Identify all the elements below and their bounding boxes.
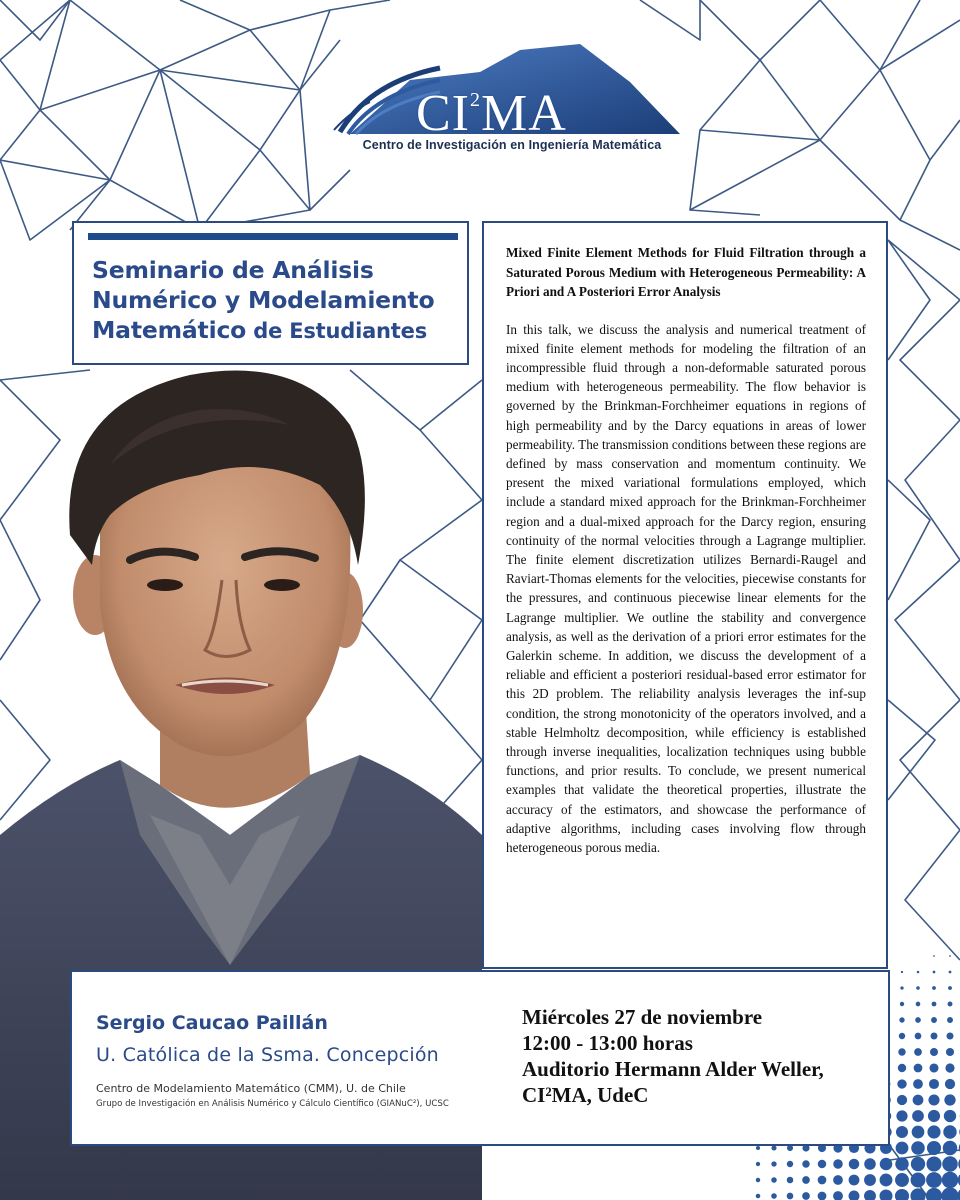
seminar-accent-bar: [88, 233, 458, 240]
seminar-title-line3a: Matemático: [92, 316, 247, 344]
halftone-dot: [771, 1161, 776, 1166]
halftone-dot: [929, 1079, 939, 1089]
ci2ma-logo: [330, 42, 690, 162]
halftone-dot: [927, 1125, 940, 1138]
speaker-affiliation: U. Católica de la Ssma. Concepción: [96, 1044, 439, 1066]
halftone-dot: [944, 1110, 956, 1122]
halftone-dot: [880, 1174, 893, 1187]
speaker-affiliation-group: Grupo de Investigación en Análisis Numérico y Cálculo Científico (GIANuC²), UCSC: [96, 1099, 449, 1109]
halftone-dot: [818, 1176, 827, 1185]
halftone-dot: [849, 1175, 860, 1186]
halftone-dot: [802, 1192, 810, 1200]
speaker-name: Sergio Caucao Paillán: [96, 1012, 328, 1034]
halftone-dot: [926, 1188, 942, 1200]
speaker-affiliation-secondary: Centro de Modelamiento Matemático (CMM), U. de Chile: [96, 1082, 406, 1095]
halftone-dot: [928, 1110, 940, 1122]
halftone-dot: [929, 1063, 938, 1072]
halftone-dot: [946, 1032, 953, 1039]
halftone-dot: [926, 1156, 941, 1171]
halftone-dot: [931, 1033, 938, 1040]
halftone-dot: [756, 1194, 761, 1199]
halftone-dot: [910, 1188, 925, 1200]
halftone-dot: [927, 1141, 941, 1155]
halftone-dot: [771, 1177, 777, 1183]
halftone-dot: [899, 1017, 904, 1022]
halftone-dot: [914, 1048, 922, 1056]
halftone-dot: [911, 1157, 925, 1171]
halftone-dot: [911, 1173, 926, 1188]
halftone-dot: [802, 1176, 810, 1184]
halftone-dot: [833, 1175, 843, 1185]
halftone-dot: [802, 1160, 809, 1167]
halftone-dot: [915, 1017, 921, 1023]
seminar-title-box: [72, 221, 469, 365]
halftone-dot: [944, 1094, 955, 1105]
halftone-dot: [917, 971, 920, 974]
logo-subtitle: Centro de Investigación en Ingeniería Matemática: [362, 138, 662, 152]
halftone-dot: [912, 1126, 925, 1139]
seminar-title: [92, 255, 462, 346]
halftone-dot: [896, 1142, 909, 1155]
halftone-dot: [896, 1110, 907, 1121]
halftone-dot: [949, 955, 951, 957]
halftone-dot: [943, 1125, 956, 1138]
halftone-dot: [941, 1187, 958, 1200]
halftone-dot: [946, 1048, 954, 1056]
seminar-title-line3b: de Estudiantes: [246, 319, 427, 343]
halftone-dot: [916, 986, 920, 990]
halftone-dot: [949, 971, 952, 974]
halftone-dot: [898, 1048, 905, 1055]
halftone-dot: [897, 1095, 907, 1105]
halftone-dot: [915, 1033, 922, 1040]
talk-abstract: In this talk, we discuss the analysis and numerical treatment of mixed finite element methods for modeling the filtration of an incompressible fluid through a non-deformable saturated porous medium with heterogeneous permeability. The flow behavior is governed by the Brinkman-Forchheimer equations in regions of high permeability and by the Darcy equations in areas of lower permeability. The transmission conditions between these regions are defined by mass conservation and momentum continuity. We present the mixed variational formulations employed, which include a standard mixed approach for the Brinkman-Forchheimer region and a dual-mixed approach for the Darcy region, ensuring continuity of the normal velocities through a Lagrange multiplier. The finite element discretization utilizes Bernardi-Raugel and Raviart-Thomas elements for the velocities, piecewise constants for the pressures, and continuous piecewise linear elements for the Lagrange multiplier. We outline the stability and convergence analysis, as well as the derivation of a priori error estimates for the Galerkin scheme. In addition, we discuss the development of a reliable and efficient a posteriori residual-based error estimator for this 2D problem. The reliability analysis leverages the inf-sup condition, the strong monotonicity of the operators involved, and a stable Helmholtz decomposition, while efficiency is established through inverse inequalities, localization techniques using bubble functions, and prior results. To conclude, we present numerical examples that validate the theoretical properties, illustrate the accuracy of the estimators, and showcase the performance of adaptive algorithms, including cases involving flow through heterogeneous porous media.: [506, 321, 866, 855]
halftone-dot: [849, 1159, 860, 1170]
halftone-dot: [948, 1002, 953, 1007]
halftone-dot: [926, 1172, 942, 1188]
event-details: [522, 1004, 824, 1108]
halftone-dot: [895, 1189, 909, 1200]
halftone-dot: [945, 1063, 954, 1072]
halftone-dot: [898, 1064, 906, 1072]
halftone-dot: [896, 1126, 908, 1138]
halftone-dot: [771, 1145, 776, 1150]
halftone-dot: [880, 1158, 893, 1171]
halftone-dot: [833, 1191, 843, 1200]
halftone-dot: [945, 1079, 955, 1089]
halftone-dot: [756, 1146, 760, 1150]
halftone-dot: [931, 1017, 937, 1023]
halftone-dot: [901, 971, 903, 973]
halftone-dot: [864, 1174, 876, 1186]
halftone-dot: [895, 1157, 908, 1170]
halftone-dot: [947, 1017, 953, 1023]
halftone-dot: [833, 1159, 843, 1169]
halftone-dot: [932, 1002, 937, 1007]
halftone-dot: [911, 1141, 925, 1155]
halftone-dot: [756, 1178, 760, 1182]
halftone-dot: [771, 1193, 777, 1199]
event-time: 12:00 - 13:00 horas: [522, 1031, 693, 1055]
halftone-dot: [948, 986, 952, 990]
event-venue-line1: Auditorio Hermann Alder Weller,: [522, 1057, 824, 1081]
halftone-dot: [913, 1095, 924, 1106]
halftone-dot: [942, 1156, 958, 1172]
halftone-dot: [787, 1161, 793, 1167]
halftone-dot: [932, 986, 936, 990]
halftone-dot: [900, 1002, 904, 1006]
seminar-title-line1: Seminario de Análisis: [92, 256, 374, 284]
halftone-dot: [930, 1048, 938, 1056]
seminar-title-line3: [92, 315, 462, 346]
seminar-title-line2: Numérico y Modelamiento: [92, 286, 435, 314]
halftone-dot: [864, 1190, 876, 1200]
halftone-dot: [899, 1033, 905, 1039]
halftone-dot: [943, 1141, 957, 1155]
halftone-dot: [897, 1079, 906, 1088]
abstract-box: [482, 221, 888, 969]
event-venue-line2: CI²MA, UdeC: [522, 1083, 649, 1107]
halftone-dot: [756, 1162, 760, 1166]
logo-wordmark: $CI^2MA$: [416, 85, 567, 142]
halftone-dot: [787, 1177, 794, 1184]
halftone-dot: [879, 1189, 892, 1200]
halftone-dot: [933, 955, 935, 957]
halftone-dot: [914, 1064, 923, 1073]
halftone-dot: [900, 986, 903, 989]
halftone-dot: [916, 1002, 921, 1007]
event-date: Miércoles 27 de noviembre: [522, 1005, 763, 1029]
halftone-dot: [787, 1193, 794, 1200]
halftone-dot: [818, 1160, 827, 1169]
halftone-dot: [933, 971, 936, 974]
talk-title: Mixed Finite Element Methods for Fluid Filtration through a Saturated Porous Medium with Heterogeneous Permeability: A Priori and A Posteriori Error Analysis: [506, 245, 866, 299]
halftone-dot: [864, 1158, 876, 1170]
halftone-dot: [928, 1094, 939, 1105]
speaker-info-box: [70, 970, 890, 1146]
halftone-dot: [895, 1173, 909, 1187]
halftone-dot: [849, 1191, 860, 1200]
halftone-dot: [912, 1110, 924, 1122]
halftone-dot: [913, 1079, 923, 1089]
halftone-dot: [942, 1172, 959, 1189]
halftone-dot: [818, 1192, 827, 1200]
